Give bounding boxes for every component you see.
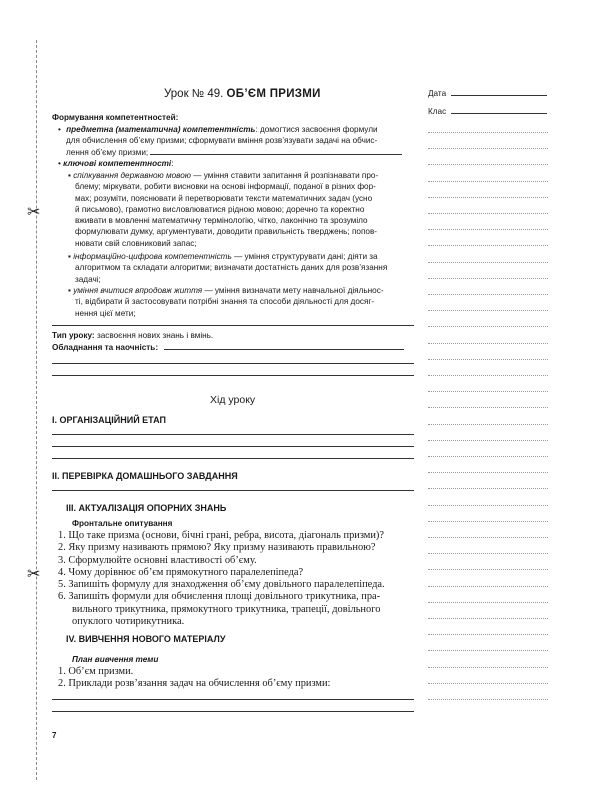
key-colon: :	[171, 159, 174, 168]
list-item: 6. Запишіть формули для обчислення площі довільного трикутника, пра-	[58, 591, 381, 603]
notes-line	[428, 181, 548, 182]
notes-line	[428, 699, 548, 700]
notes-line	[428, 229, 548, 230]
notes-line	[428, 472, 548, 473]
course-heading: Хід уроку	[210, 394, 256, 406]
notes-line	[428, 326, 548, 327]
comm-line: — уміння ставити запитання й розпізнавати про-	[190, 171, 379, 180]
notes-line	[428, 521, 548, 522]
writing-line	[52, 699, 414, 700]
equipment-label: Обладнання та наочність:	[52, 343, 159, 352]
section-4-heading: IV. ВИВЧЕННЯ НОВОГО МАТЕРІАЛУ	[66, 634, 226, 644]
section-1-heading: I. ОРГАНІЗАЦІЙНИЙ ЕТАП	[52, 415, 166, 425]
list-item: 4. Чому дорівнює об’єм прямокутного паралелепіпеда?	[58, 566, 304, 578]
notes-line	[428, 407, 548, 408]
cut-line	[36, 40, 37, 780]
list-item: 1. Об’єм призми.	[58, 666, 134, 677]
notes-line	[428, 359, 548, 360]
key-label: ключові компетентності	[63, 159, 172, 168]
writing-line	[52, 375, 414, 376]
title-prefix: Урок № 49.	[164, 88, 224, 100]
comm-line: блему; міркувати, робити висновки на основі інформації, поданої в різних фор-	[75, 182, 376, 192]
notes-line	[428, 667, 548, 668]
learning-competency: ▪ уміння вчитися впродовж життя — уміння визначати мету навчальної діяльнос- ті, відбирати й застосовувати потрібні знання та способи діяльності для досяг- нення цієї мети;	[68, 285, 416, 319]
communication-label: спілкування державною мовою	[73, 171, 191, 180]
list-item: 1. Що таке призма (основи, бічні грані, ребра, висота, діагональ призми)?	[58, 530, 384, 541]
writing-line	[52, 711, 414, 712]
comm-line: вживати в мовленні математичну термінологію, чітко, лаконічно та зрозуміло	[75, 216, 368, 226]
digital-line: — уміння структурувати дані; діяти за	[231, 252, 378, 261]
title-main: ОБ’ЄМ ПРИЗМИ	[226, 88, 321, 100]
learning-line: — уміння визначати мету навчальної діяльнос-	[202, 286, 384, 295]
notes-line	[428, 537, 548, 538]
subject-text-3: лення об’єму призми;	[66, 147, 149, 157]
competencies-heading: Формування компетентностей:	[52, 113, 179, 122]
learning-label: уміння вчитися впродовж життя	[73, 286, 203, 295]
date-field	[428, 88, 548, 99]
comm-line: формулювати думку, аргументувати, доводити правильність тверджень; попов-	[75, 227, 378, 237]
lesson-type-label: Тип уроку:	[52, 331, 95, 340]
comm-line: нювати свій словниковий запас;	[75, 238, 197, 248]
notes-line	[428, 440, 548, 441]
notes-line	[428, 262, 548, 263]
lesson-type	[52, 330, 213, 341]
section-3-subheading: Фронтальне опитування	[72, 519, 173, 528]
notes-line	[428, 553, 548, 554]
writing-line	[52, 434, 414, 435]
section-3-heading: III. АКТУАЛІЗАЦІЯ ОПОРНИХ ЗНАНЬ	[66, 503, 227, 513]
notes-line	[428, 391, 548, 392]
digital-competency: ▪ інформаційно-цифрова компетентність — уміння структурувати дані; діяти за алгоритмом та складати алгоритми; визначати достатність даних для розв’язання задачі;	[68, 251, 416, 285]
subject-competency: • предметна (математична) компетентність: домогтися засвоєння формули для обчислення об’єму призми; сформувати вміння розв’язувати задачі на обчис- лення об’єму призми;	[58, 124, 416, 158]
notes-line	[428, 343, 548, 344]
notes-line	[428, 456, 548, 457]
lesson-type-value: засвоєння нових знань і вмінь.	[94, 331, 214, 340]
comm-line: й письмово), грамотно висловлюватися рідною мовою; доречно та коректно	[75, 204, 365, 214]
notes-line	[428, 294, 548, 295]
digital-line: задачі;	[75, 274, 101, 284]
page-title	[164, 88, 321, 100]
communication-competency: ▪ спілкування державною мовою — уміння ставити запитання й розпізнавати про- блему; міркувати, робити висновки на основі інформації, поданої в різних фор- мах; розуміти, пояснювати й перетворювати тексти математичних задач (усно й письмово), грамотно висловлюватися рідною мовою; доречно та коректно вживати в мовленні математичну термінологію, чітко, лаконічно та зрозуміло формулювати думку, аргументувати, доводити правильність тверджень; попов- нювати свій словниковий запас;	[68, 170, 416, 249]
list-item: вильного трикутника, прямокутного трикутника, трапеції, довільного	[72, 603, 381, 615]
notes-line	[428, 278, 548, 279]
notes-line	[428, 213, 548, 214]
list-item: 2. Яку призму називають прямою? Яку призму називають правильною?	[58, 542, 376, 554]
plan-items	[58, 666, 416, 691]
list-item: 3. Сформулюйте основні властивості об’єму.	[58, 554, 257, 566]
writing-line	[52, 458, 414, 459]
subject-text-2: для обчислення об’єму призми; сформувати вміння розв’язувати задачі на обчис-	[66, 136, 378, 146]
scissors-icon: ✂	[27, 204, 41, 221]
list-item: 5. Запишіть формулу для знаходження об’єму довільного паралелепіпеда.	[58, 579, 385, 591]
scissors-icon: ✂	[27, 566, 41, 583]
notes-line	[428, 424, 548, 425]
learning-line: нення цієї мети;	[75, 308, 136, 318]
section-4-subheading: План вивчення теми	[72, 655, 159, 664]
writing-line	[52, 490, 414, 491]
notes-line	[428, 132, 548, 133]
writing-line	[52, 363, 414, 364]
notes-line	[428, 683, 548, 684]
digital-label: інформаційно-цифрова компетентність	[73, 252, 232, 261]
date-label: Дата	[428, 89, 447, 98]
list-item: 2. Приклади розв’язання задач на обчислення об’єму призми:	[58, 678, 331, 690]
notes-line	[428, 586, 548, 587]
subject-label: предметна (математична) компетентність	[66, 125, 256, 134]
list-item: опуклого чотирикутника.	[72, 616, 185, 628]
notes-line	[428, 618, 548, 619]
notes-line	[428, 569, 548, 570]
notes-line	[428, 375, 548, 376]
writing-line	[52, 325, 414, 326]
notes-line	[428, 634, 548, 635]
notes-line	[428, 505, 548, 506]
page-number: 7	[52, 731, 57, 740]
learning-line: ті, відбирати й застосовувати потрібні знання та способи діяльності для досяг-	[75, 297, 375, 307]
comm-line: мах; розуміти, пояснювати й перетворювати тексти математичних задач (усно	[75, 193, 373, 203]
class-label: Клас	[428, 107, 447, 116]
notes-line	[428, 148, 548, 149]
notes-line	[428, 488, 548, 489]
notes-line	[428, 164, 548, 165]
subject-text-1: : домогтися засвоєння формули	[255, 125, 378, 134]
notes-line	[428, 245, 548, 246]
class-field	[428, 106, 548, 117]
notes-line	[428, 197, 548, 198]
notes-line	[428, 650, 548, 651]
equipment	[52, 342, 414, 353]
notes-line	[428, 310, 548, 311]
writing-line	[52, 446, 414, 447]
digital-line: алгоритмом та складати алгоритми; визначати достатність даних для розв’язання	[75, 263, 388, 273]
survey-questions	[58, 530, 416, 628]
section-2-heading: II. ПЕРЕВІРКА ДОМАШНЬОГО ЗАВДАННЯ	[52, 471, 238, 481]
notes-line	[428, 602, 548, 603]
key-competencies: • ключові компетентності:	[58, 159, 174, 168]
